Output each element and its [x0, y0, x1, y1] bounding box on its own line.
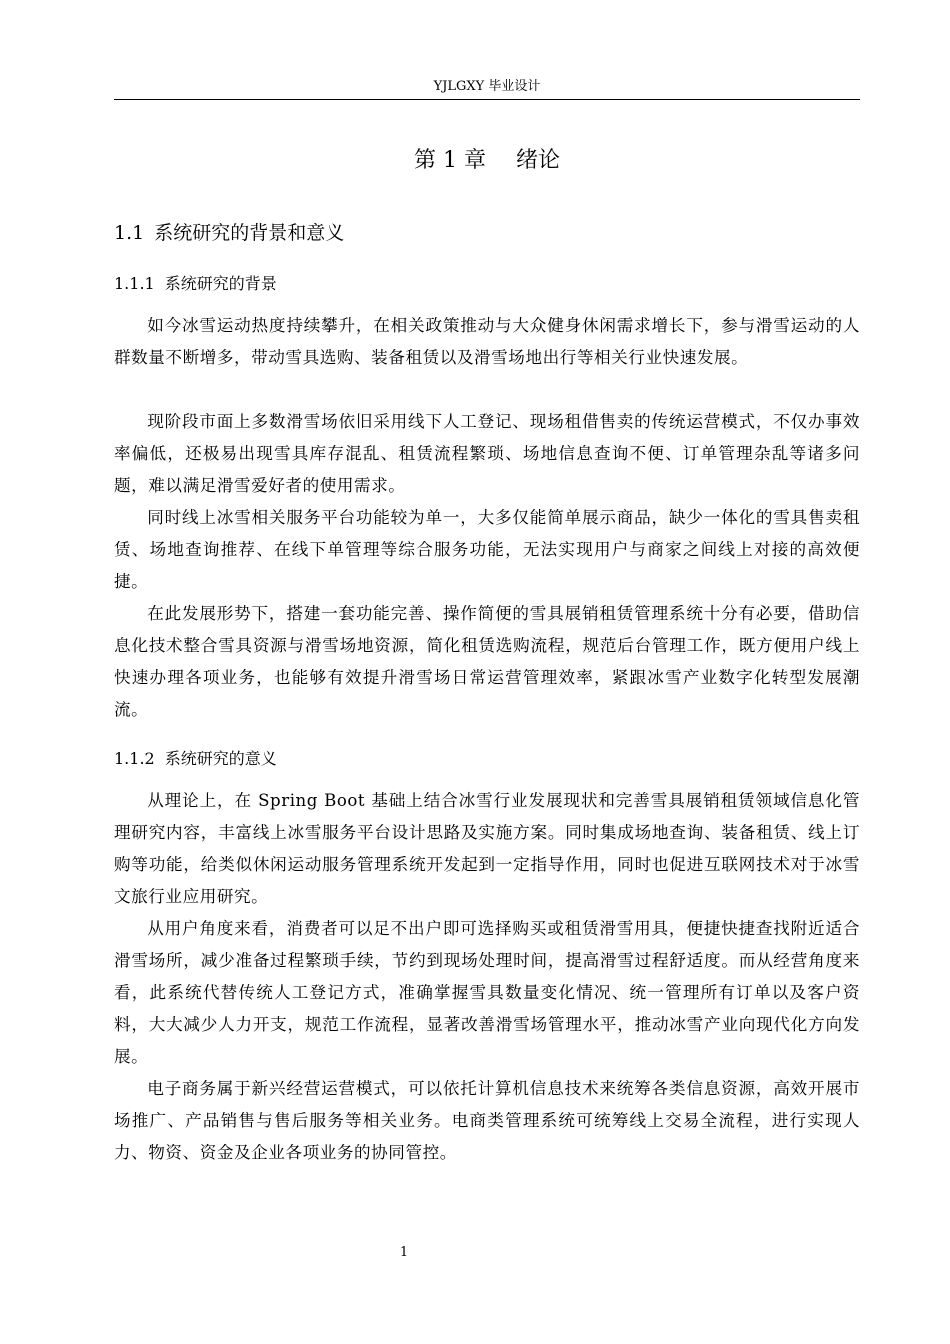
chapter-title: 绪论: [515, 148, 560, 173]
page-number: 1: [399, 1245, 409, 1260]
paragraph-3: 同时线上冰雪相关服务平台功能较为单一，大多仅能简单展示商品，缺少一体化的雪具售卖租赁、场地查询推荐、在线下单管理等综合服务功能，无法实现用户与商家之间线上对接的高效便捷。: [114, 508, 860, 591]
subsection-number: 1.1.1: [114, 274, 155, 293]
paragraph-2: 现阶段市面上多数滑雪场依旧采用线下人工登记、现场租借售卖的传统运营模式，不仅办事效率偏低，还极易出现雪具库存混乱、租赁流程繁琐、场地信息查询不便、订单管理杂乱等诸多问题，难以满足滑雪爱好者的使用需求。: [114, 412, 860, 495]
subsection-title: 系统研究的意义: [164, 749, 277, 768]
section-title: 系统研究的背景和意义: [154, 222, 345, 244]
section-number: 1.1: [114, 222, 145, 244]
running-header: YJLGXY 毕业设计: [433, 79, 541, 94]
paragraph-6: 从用户角度来看，消费者可以足不出户即可选择购买或租赁滑雪用具，便捷快捷查找附近适合滑雪场所，减少准备过程繁琐手续，节约到现场处理时间，提高滑雪过程舒适度。而从经营角度来看，此系统代替传统人工登记方式，准确掌握雪具数量变化情况、统一管理所有订单以及客户资料，大大减少人力开支，规范工作流程，显著改善滑雪场管理水平，推动冰雪产业向现代化方向发展。: [114, 919, 860, 1066]
subsection-number: 1.1.2: [114, 749, 155, 768]
subsection-title: 系统研究的背景: [164, 274, 277, 293]
paragraph-4: 在此发展形势下，搭建一套功能完善、操作简便的雪具展销租赁管理系统十分有必要，借助信息化技术整合雪具资源与滑雪场地资源，简化租赁选购流程，规范后台管理工作，既方便用户线上快速办理各项业务，也能够有效提升滑雪场日常运营管理效率，紧跟冰雪产业数字化转型发展潮流。: [114, 604, 860, 719]
chapter-number: 第 1 章: [414, 148, 486, 173]
header-rule: [114, 99, 860, 100]
paragraph-1: 如今冰雪运动热度持续攀升，在相关政策推动与大众健身休闲需求增长下，参与滑雪运动的人群数量不断增多，带动雪具选购、装备租赁以及滑雪场地出行等相关行业快速发展。: [114, 316, 860, 367]
subsection-heading-1-1-1: [114, 273, 277, 295]
paragraph-5: 从理论上，在 Spring Boot 基础上结合冰雪行业发展现状和完善雪具展销租赁领域信息化管理研究内容，丰富线上冰雪服务平台设计思路及实施方案。同时集成场地查询、装备租赁、线上订购等功能，给类似休闲运动服务管理系统开发起到一定指导作用，同时也促进互联网技术对于冰雪文旅行业应用研究。: [114, 791, 860, 906]
subsection-heading-1-1-2: [114, 748, 277, 770]
paragraph-7: 电子商务属于新兴经营运营模式，可以依托计算机信息技术来统筹各类信息资源，高效开展市场推广、产品销售与售后服务等相关业务。电商类管理系统可统筹线上交易全流程，进行实现人力、物资、资金及企业各项业务的协同管控。: [114, 1079, 860, 1162]
chapter-heading: [114, 146, 860, 176]
section-heading-1-1: [114, 220, 344, 246]
